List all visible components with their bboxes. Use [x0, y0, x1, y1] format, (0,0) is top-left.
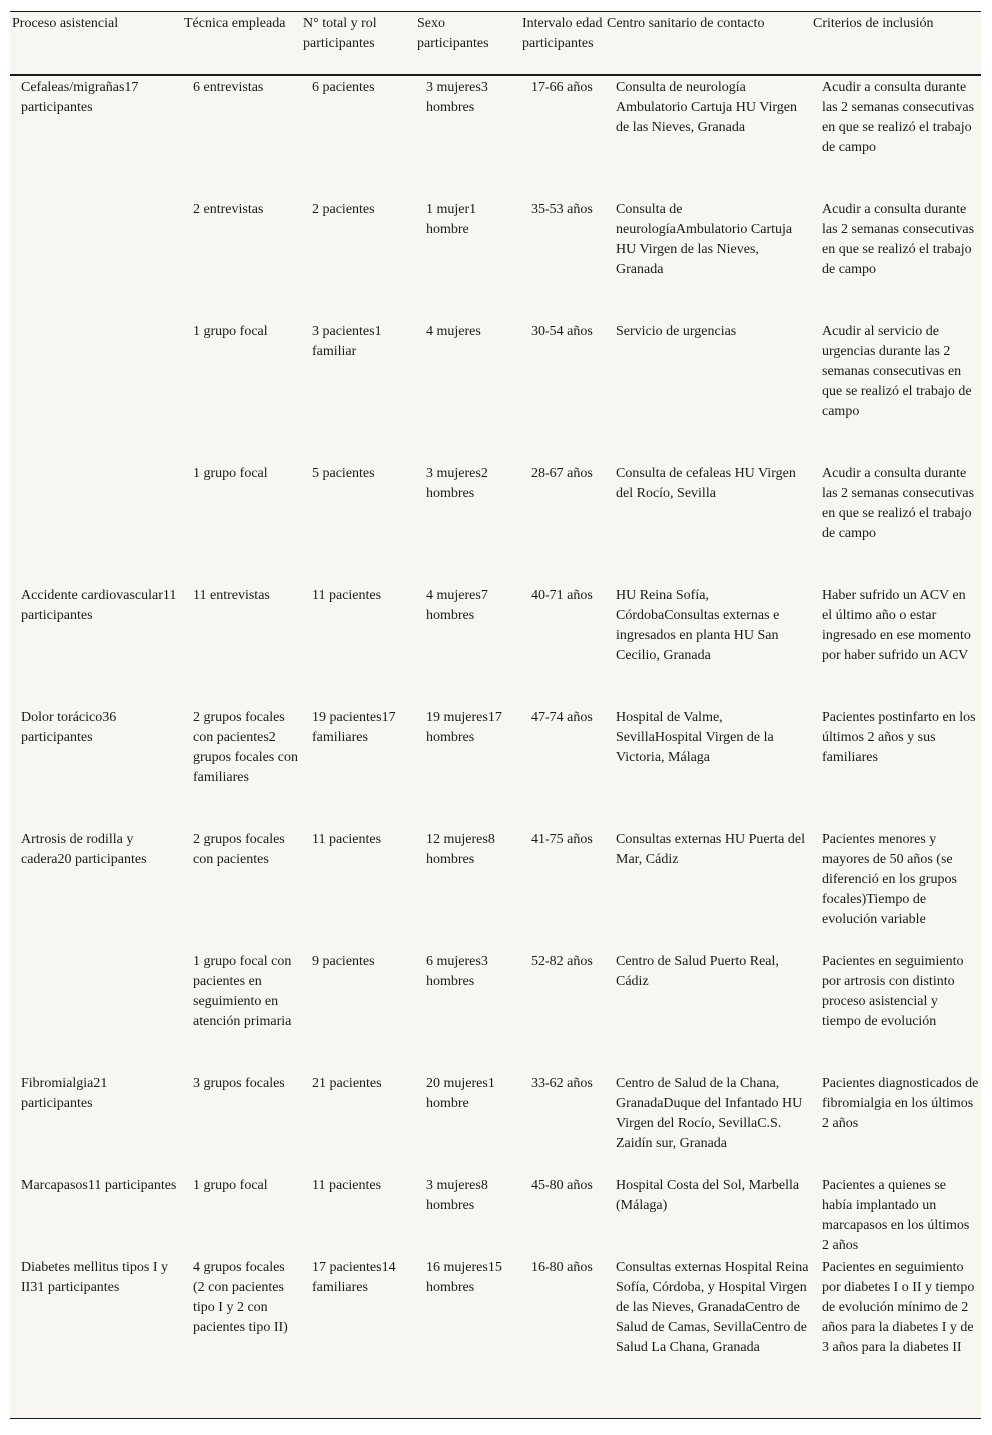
cell-criterios: Acudir a consulta durante las 2 semanas consecutivas en que se realizó el trabajo de campo [822, 80, 975, 155]
cell-criterios: Acudir al servicio de urgencias durante las 2 semanas consecutivas en que se realizó el trabajo de campo [822, 324, 972, 419]
cell-total: 3 pacientes1 familiar [312, 324, 382, 359]
cell-tecnica: 6 entrevistas [193, 80, 264, 95]
cell-centro: HU Reina Sofía, CórdobaConsultas externas e ingresados en planta HU San Cecilio, Granada [616, 588, 780, 663]
cell-edad: 16-80 años [531, 1260, 593, 1275]
cell-sexo: 20 mujeres1 hombre [426, 1076, 495, 1111]
header-centro: Centro sanitario de contacto [607, 16, 765, 31]
cell-proceso [10, 462, 182, 584]
header-edad: Intervalo edad participantes [522, 16, 603, 51]
cell-total: 6 pacientes [312, 80, 375, 95]
cell-tecnica: 1 grupo focal [193, 466, 268, 481]
cell-total: 21 pacientes [312, 1076, 382, 1091]
cell-sexo: 6 mujeres3 hombres [426, 954, 488, 989]
cell-criterios: Pacientes en seguimiento por diabetes I o II y tiempo de evolución mínimo de 2 años para la diabetes I y de 3 años para la diabetes II [822, 1260, 975, 1355]
cell-edad: 30-54 años [531, 324, 593, 339]
cell-edad: 40-71 años [531, 588, 593, 603]
header-total: N° total y rol participantes [303, 16, 377, 51]
header-criterios: Criterios de inclusión [813, 16, 934, 31]
cell-criterios: Pacientes menores y mayores de 50 años (se diferenció en los grupos focales)Tiempo de evolución variable [822, 832, 957, 927]
table-row [10, 75, 981, 198]
cell-tecnica: 2 grupos focales con pacientes2 grupos focales con familiares [193, 710, 298, 785]
table-row [10, 1072, 981, 1174]
cell-edad: 35-53 años [531, 202, 593, 217]
cell-centro: Consulta de neurologíaAmbulatorio Cartuja HU Virgen de las Nieves, Granada [616, 202, 793, 277]
cell-tecnica: 2 entrevistas [193, 202, 264, 217]
cell-tecnica: 2 grupos focales con pacientes [193, 832, 285, 867]
cell-total: 9 pacientes [312, 954, 375, 969]
cell-edad: 45-80 años [531, 1178, 593, 1193]
cell-criterios: Haber sufrido un ACV en el último año o estar ingresado en ese momento por haber sufrido un ACV [822, 588, 971, 663]
cell-sexo: 1 mujer1 hombre [426, 202, 477, 237]
cell-proceso: Cefaleas/migrañas17 participantes [21, 80, 139, 115]
cell-edad: 17-66 años [531, 80, 593, 95]
cell-tecnica: 1 grupo focal [193, 324, 268, 339]
cell-centro: Centro de Salud de la Chana, GranadaDuque del Infantado HU Virgen del Rocío, SevillaC.S. Zaidín sur, Granada [616, 1076, 803, 1151]
cell-tecnica: 1 grupo focal [193, 1178, 268, 1193]
cell-total: 11 pacientes [312, 588, 382, 603]
cell-tecnica: 4 grupos focales (2 con pacientes tipo I y 2 con pacientes tipo II) [193, 1260, 288, 1335]
cell-sexo: 16 mujeres15 hombres [426, 1260, 502, 1295]
cell-centro: Centro de Salud Puerto Real, Cádiz [616, 954, 779, 989]
cell-tecnica: 3 grupos focales [193, 1076, 285, 1091]
table-row [10, 584, 981, 706]
cell-sexo: 4 mujeres [426, 324, 481, 339]
cell-sexo: 3 mujeres2 hombres [426, 466, 488, 501]
cell-edad: 47-74 años [531, 710, 593, 725]
cell-criterios: Pacientes postinfarto en los últimos 2 años y sus familiares [822, 710, 976, 765]
cell-total: 11 pacientes [312, 832, 382, 847]
cell-criterios: Pacientes a quienes se había implantado un marcapasos en los últimos 2 años [822, 1178, 970, 1253]
participants-table-container [10, 11, 981, 1419]
cell-edad: 28-67 años [531, 466, 593, 481]
table-row [10, 198, 981, 320]
cell-edad: 33-62 años [531, 1076, 593, 1091]
cell-centro: Servicio de urgencias [616, 324, 737, 339]
cell-proceso [10, 950, 182, 1072]
cell-proceso: Marcapasos11 participantes [21, 1178, 177, 1193]
participants-table [10, 11, 981, 1419]
table-row [10, 320, 981, 462]
table-row [10, 950, 981, 1072]
cell-proceso [10, 198, 182, 320]
cell-proceso: Artrosis de rodilla y cadera20 participantes [21, 832, 147, 867]
cell-centro: Consultas externas HU Puerta del Mar, Cádiz [616, 832, 805, 867]
cell-total: 19 pacientes17 familiares [312, 710, 396, 745]
cell-total: 11 pacientes [312, 1178, 382, 1193]
table-row [10, 1256, 981, 1419]
header-sexo: Sexo participantes [417, 16, 489, 51]
cell-centro: Consulta de neurología Ambulatorio Cartuja HU Virgen de las Nieves, Granada [616, 80, 798, 135]
cell-total: 5 pacientes [312, 466, 375, 481]
cell-tecnica: 1 grupo focal con pacientes en seguimiento en atención primaria [193, 954, 292, 1029]
cell-proceso: Fibromialgia21 participantes [21, 1076, 108, 1111]
cell-centro: Hospital Costa del Sol, Marbella (Málaga) [616, 1178, 800, 1213]
header-row [10, 12, 981, 76]
header-proceso: Proceso asistencial [12, 16, 119, 31]
cell-sexo: 4 mujeres7 hombres [426, 588, 488, 623]
cell-proceso: Diabetes mellitus tipos I y II31 participantes [21, 1260, 168, 1295]
cell-centro: Consulta de cefaleas HU Virgen del Rocío, Sevilla [616, 466, 796, 501]
cell-sexo: 19 mujeres17 hombres [426, 710, 502, 745]
cell-proceso [10, 320, 182, 462]
cell-centro: Consultas externas Hospital Reina Sofía, Córdoba, y Hospital Virgen de las Nieves, GranadaCentro de Salud de Camas, SevillaCentro de Salud La Chana, Granada [616, 1260, 809, 1355]
cell-edad: 52-82 años [531, 954, 593, 969]
cell-criterios: Acudir a consulta durante las 2 semanas consecutivas en que se realizó el trabajo de campo [822, 466, 975, 541]
cell-edad: 41-75 años [531, 832, 593, 847]
cell-sexo: 3 mujeres3 hombres [426, 80, 488, 115]
cell-sexo: 12 mujeres8 hombres [426, 832, 495, 867]
table-row [10, 828, 981, 950]
header-tecnica: Técnica empleada [184, 16, 286, 31]
cell-total: 17 pacientes14 familiares [312, 1260, 396, 1295]
table-body [10, 75, 981, 1419]
table-row [10, 1174, 981, 1256]
cell-proceso: Accidente cardiovascular11 participantes [21, 588, 177, 623]
table-row [10, 706, 981, 828]
cell-criterios: Pacientes en seguimiento por artrosis con distinto proceso asistencial y tiempo de evolución [822, 954, 964, 1029]
cell-tecnica: 11 entrevistas [193, 588, 270, 603]
cell-total: 2 pacientes [312, 202, 375, 217]
cell-centro: Hospital de Valme, SevillaHospital Virgen de la Victoria, Málaga [616, 710, 774, 765]
cell-criterios: Pacientes diagnosticados de fibromialgia en los últimos 2 años [822, 1076, 979, 1131]
cell-sexo: 3 mujeres8 hombres [426, 1178, 488, 1213]
table-row [10, 462, 981, 584]
cell-criterios: Acudir a consulta durante las 2 semanas consecutivas en que se realizó el trabajo de campo [822, 202, 975, 277]
cell-proceso: Dolor torácico36 participantes [21, 710, 117, 745]
table-header [10, 12, 981, 76]
